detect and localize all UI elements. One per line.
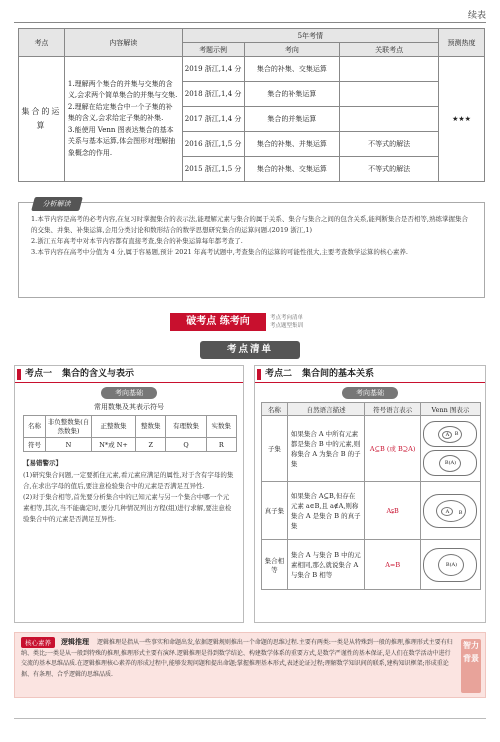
analysis-paragraph: 2.浙江五年高考中对本节内容都有直接考查,集合的补集运算每年都考查了. <box>31 237 243 245</box>
analysis-body <box>31 214 474 258</box>
venn-circle-ab <box>438 554 464 576</box>
banner-sub-2: 考点题型集训 <box>270 323 304 329</box>
header-angle: 考向 <box>244 43 340 57</box>
point-name: 集合的运算 <box>19 57 65 182</box>
venn-label-b: B <box>458 509 463 516</box>
rel-name: 子集 <box>262 416 288 482</box>
top-divider <box>14 22 486 23</box>
venn-label-a: A <box>445 508 450 515</box>
warning-text-2: (2)对于集合相等,首先要分析集合中的已知元素与另一个集合中哪一个元素相等,其次,当不能确定时,要分几种情况列出方程(组)进行求解,要注意检验集合中的元素是否满足互异性. <box>23 493 232 523</box>
forecast-stars: ★★★ <box>439 57 485 182</box>
rel-desc: 如果集合 A 中所有元素都是集合 B 中的元素,则称集合 A 为集合 B 的子集 <box>287 416 365 482</box>
header-example: 考题示例 <box>182 43 244 57</box>
analysis-box <box>18 202 485 298</box>
angle-cell: 集合的补集、并集运算 <box>244 132 340 157</box>
num-cell: N <box>46 438 92 452</box>
num-cell: 正整数集 <box>92 416 136 438</box>
header-content: 内容解读 <box>64 29 182 57</box>
related-cell: 不等式的解法 <box>340 157 439 182</box>
rel-header: 符号语言表示 <box>365 403 421 416</box>
core-title: 逻辑推理 <box>61 638 89 646</box>
related-cell: 不等式的解法 <box>340 132 439 157</box>
venn-label-ab: B(A) <box>445 561 458 568</box>
rel-header: Venn 图表示 <box>420 403 480 416</box>
num-cell: 名称 <box>24 416 46 438</box>
banner-sub <box>270 314 303 330</box>
analysis-paragraph: 1.本节内容是高考的必考内容,在复习时掌握集合的表示法,能理解元素与集合的属于关系、集合与集合之间的包含关系,能判断集合是否相等,熟练掌握集合的交集、并集、补集运算,会用分类讨论和数形结合的数学思想研究集合的运算问题.(2019 浙江,1) <box>31 215 468 234</box>
rel-header: 自然语言描述 <box>287 403 365 416</box>
example-cell: 2019 浙江,1,4 分 <box>182 57 244 82</box>
venn-label-b: B <box>454 431 459 437</box>
section-banner <box>150 312 350 332</box>
error-warning <box>23 458 235 525</box>
venn-circle-b <box>438 426 462 443</box>
rel-desc: 如果集合 A⊆B,但存在元素 a∈B,且 a∉A,则称集合 A 是集合 B 的真子集 <box>287 482 365 540</box>
header-five-year: 5年考情 <box>182 29 438 43</box>
num-cell: R <box>206 438 236 452</box>
num-cell: Q <box>166 438 206 452</box>
num-cell: 符号 <box>24 438 46 452</box>
num-cell: 非负整数集(自然数集) <box>46 416 92 438</box>
venn-label-a: A <box>445 432 450 438</box>
num-cell: Z <box>136 438 166 452</box>
panel-point-two <box>254 365 486 623</box>
num-cell: 实数集 <box>206 416 236 438</box>
panel-head-title: 集合的含义与表示 <box>62 369 135 379</box>
basics-pill: 考向基础 <box>101 387 157 399</box>
warning-head: 【易错警示】 <box>23 459 62 467</box>
header-forecast: 预测热度 <box>439 29 485 57</box>
bottom-divider <box>14 718 486 719</box>
core-body: 逻辑推理是指从一些事实和命题出发,依据逻辑规则推出一个命题的思维过程.主要有两类:一类是从特殊到一般的推理,推理形式主要有归纳、类比;一类是从一般到特殊的推理,推理形式主要有演绎.逻辑推理是得到数学结论、构建数学体系的重要方式,是数学严谨性的基本保证,是人们在数学活动中进行交流的基本思维品质.在逻辑推理核心素养的形成过程中,能够发现问题和提出命题;掌握推理基本形式,表述论证过程;理解数学知识间的联系,建构知识框架;形成重论据、有条理、合乎逻辑的思维品质. <box>21 639 453 678</box>
checklist-title: 考点清单 <box>200 341 300 359</box>
requirement-3: 3.能使用 Venn 图表达集合的基本关系与基本运算,体会图形对理解抽象概念的作用. <box>67 125 176 157</box>
angle-cell: 集合的补集运算 <box>244 82 340 107</box>
rel-symbol: A⫋B <box>365 482 421 540</box>
venn-proper-subset <box>420 482 480 540</box>
venn-outer <box>423 494 477 528</box>
header-related: 关联考点 <box>340 43 439 57</box>
angle-cell: 集合的补集、交集运算 <box>244 57 340 82</box>
num-sets-subtitle: 常用数集及其表示符号 <box>94 403 164 411</box>
requirement-2: 2.理解在给定集合中一个子集的补集的含义,会求给定子集的补集. <box>67 102 173 123</box>
rel-symbol: A⊆B (或 B⊇A) <box>365 416 421 482</box>
warning-text-1: (1)研究集合问题,一定要抓住元素,看元素应满足的属性,对于含有字母的集合,在求出字母的值后,要注意检验集合中的元素是否满足互异性. <box>23 471 234 490</box>
venn-circle-ab <box>439 455 461 472</box>
venn-outer <box>423 548 477 582</box>
number-sets-table <box>23 415 237 452</box>
venn-circle-a <box>442 431 452 439</box>
example-cell: 2018 浙江,1,4 分 <box>182 82 244 107</box>
core-tag: 核心素养 <box>21 637 55 648</box>
requirements <box>64 57 182 182</box>
continued-label: 续表 <box>467 11 486 21</box>
venn-circle-b <box>436 500 466 522</box>
rel-symbol: A=B <box>365 540 421 590</box>
header-point: 考点 <box>19 29 65 57</box>
rel-name: 集合相等 <box>262 540 288 590</box>
banner-sub-1: 考点考向清单 <box>270 315 304 321</box>
analysis-tag: 分析解读 <box>31 197 83 211</box>
angle-cell: 集合的并集运算 <box>244 107 340 132</box>
example-cell: 2015 浙江,1,5 分 <box>182 157 244 182</box>
related-cell <box>340 57 439 82</box>
banner-main: 破考点 练考向 <box>170 313 266 331</box>
example-cell: 2017 浙江,1,4 分 <box>182 107 244 132</box>
panel-head <box>15 366 243 383</box>
panel-head-num: 考点一 <box>25 369 53 379</box>
analysis-paragraph: 3.本节内容在高考中分值为 4 分,属于容易题,预计 2021 年高考试题中,考查集合的运算的可能性很大,主要考查数学运算的核心素养. <box>31 248 408 256</box>
venn-label-ab: B(A) <box>444 460 457 466</box>
panel-point-one <box>14 365 244 623</box>
venn-outer <box>423 421 477 447</box>
requirement-1: 1.理解两个集合的并集与交集的含义,会求两个简单集合的并集与交集. <box>67 79 178 100</box>
related-cell <box>340 107 439 132</box>
num-cell: 整数集 <box>136 416 166 438</box>
rel-header: 名称 <box>262 403 288 416</box>
num-cell: 有理数集 <box>166 416 206 438</box>
venn-equal <box>420 540 480 590</box>
num-cell: N*或 N+ <box>92 438 136 452</box>
exam-table <box>18 28 485 182</box>
panel-head <box>255 366 485 383</box>
venn-outer <box>423 450 477 476</box>
example-cell: 2016 浙江,1,5 分 <box>182 132 244 157</box>
panel-head-title: 集合间的基本关系 <box>302 369 375 379</box>
rel-desc: 集合 A 与集合 B 中的元素相同,那么就说集合 A 与集合 B 相等 <box>287 540 365 590</box>
panel-head-num: 考点二 <box>265 369 293 379</box>
core-side-tab: 智力背景 <box>461 639 481 693</box>
relations-table <box>261 402 481 590</box>
basics-pill: 考向基础 <box>342 387 398 399</box>
related-cell <box>340 82 439 107</box>
venn-circle-a <box>441 507 453 516</box>
core-literacy-box <box>14 632 486 698</box>
venn-subset <box>420 416 480 482</box>
rel-name: 真子集 <box>262 482 288 540</box>
angle-cell: 集合的补集、交集运算 <box>244 157 340 182</box>
